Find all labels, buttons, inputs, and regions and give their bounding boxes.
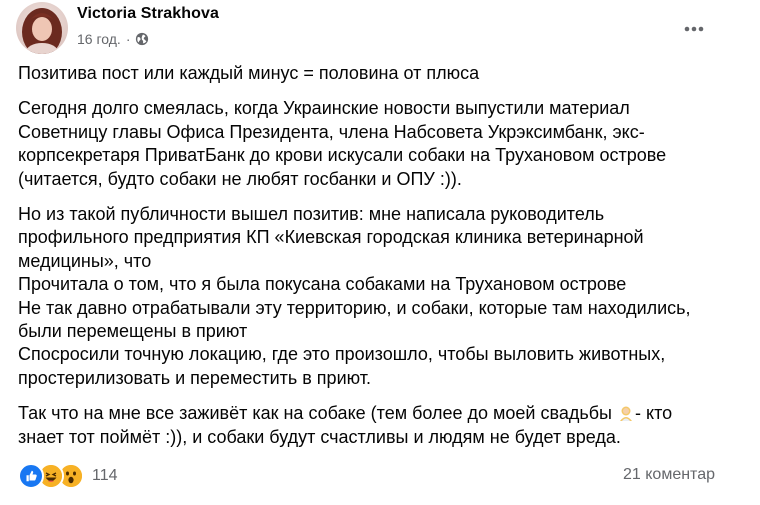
text-line: Не так давно отрабатывали эту территорию, и собаки, которые там находились, xyxy=(18,297,691,318)
post-paragraph xyxy=(18,402,733,449)
text-line: Советницу главы Офиса Президента, члена Набсовета Укрэксимбанк, экс- xyxy=(18,121,645,142)
post-paragraph xyxy=(18,97,733,191)
text-line xyxy=(18,402,733,425)
more-options-button[interactable] xyxy=(676,10,712,46)
text-segment: - кто xyxy=(635,403,673,424)
comments-count-link[interactable]: 21 коментар xyxy=(623,466,715,483)
text-line: Сегодня долго смеялась, когда Украинские новости выпустили материал xyxy=(18,98,630,119)
text-line: знает тот поймёт :)), и собаки будут счастливы и людям не будет вреда. xyxy=(18,426,621,447)
avatar-image xyxy=(16,2,68,54)
text-line: (читается, будто собаки не любят госбанки и ОПУ :)). xyxy=(18,168,462,189)
post-timestamp[interactable]: 16 год. xyxy=(77,31,121,47)
text-line: Спосросили точную локацию, где это произошло, чтобы выловить животных, xyxy=(18,344,666,365)
meta-separator: · xyxy=(125,31,131,47)
text-line: корпсекретаря ПриватБанк до крови искусали собаки на Трухановом острове xyxy=(18,145,667,166)
text-segment: Так что на мне все заживёт как на собаке (тем более до моей свадьбы xyxy=(18,403,617,424)
text-line: медицины», что xyxy=(18,250,152,271)
text-line: Прочитала о том, что я была покусана собаками на Трухановом острове xyxy=(18,274,627,295)
post-paragraph xyxy=(18,62,733,85)
author-name[interactable]: Victoria Strakhova xyxy=(77,5,220,22)
post-content xyxy=(18,62,733,461)
avatar[interactable] xyxy=(16,2,68,54)
reactions-summary[interactable] xyxy=(18,463,118,489)
post-meta xyxy=(77,31,149,47)
globe-icon[interactable] xyxy=(135,32,149,46)
text-line: были перемещены в приют xyxy=(18,321,248,342)
text-line: профильного предприятия КП «Киевская городская клиника ветеринарной xyxy=(18,227,644,248)
like-icon xyxy=(18,463,44,489)
reaction-count[interactable]: 114 xyxy=(92,467,118,484)
post-paragraph xyxy=(18,203,733,390)
text-line: Позитива пост или каждый минус = половина от плюса xyxy=(18,63,480,83)
more-options-icon xyxy=(684,19,704,37)
text-line: простерилизовать и переместить в приют. xyxy=(18,367,371,388)
text-line: Но из такой публичности вышел позитив: мне написала руководитель xyxy=(18,204,605,225)
bride-emoji-icon xyxy=(617,404,635,422)
